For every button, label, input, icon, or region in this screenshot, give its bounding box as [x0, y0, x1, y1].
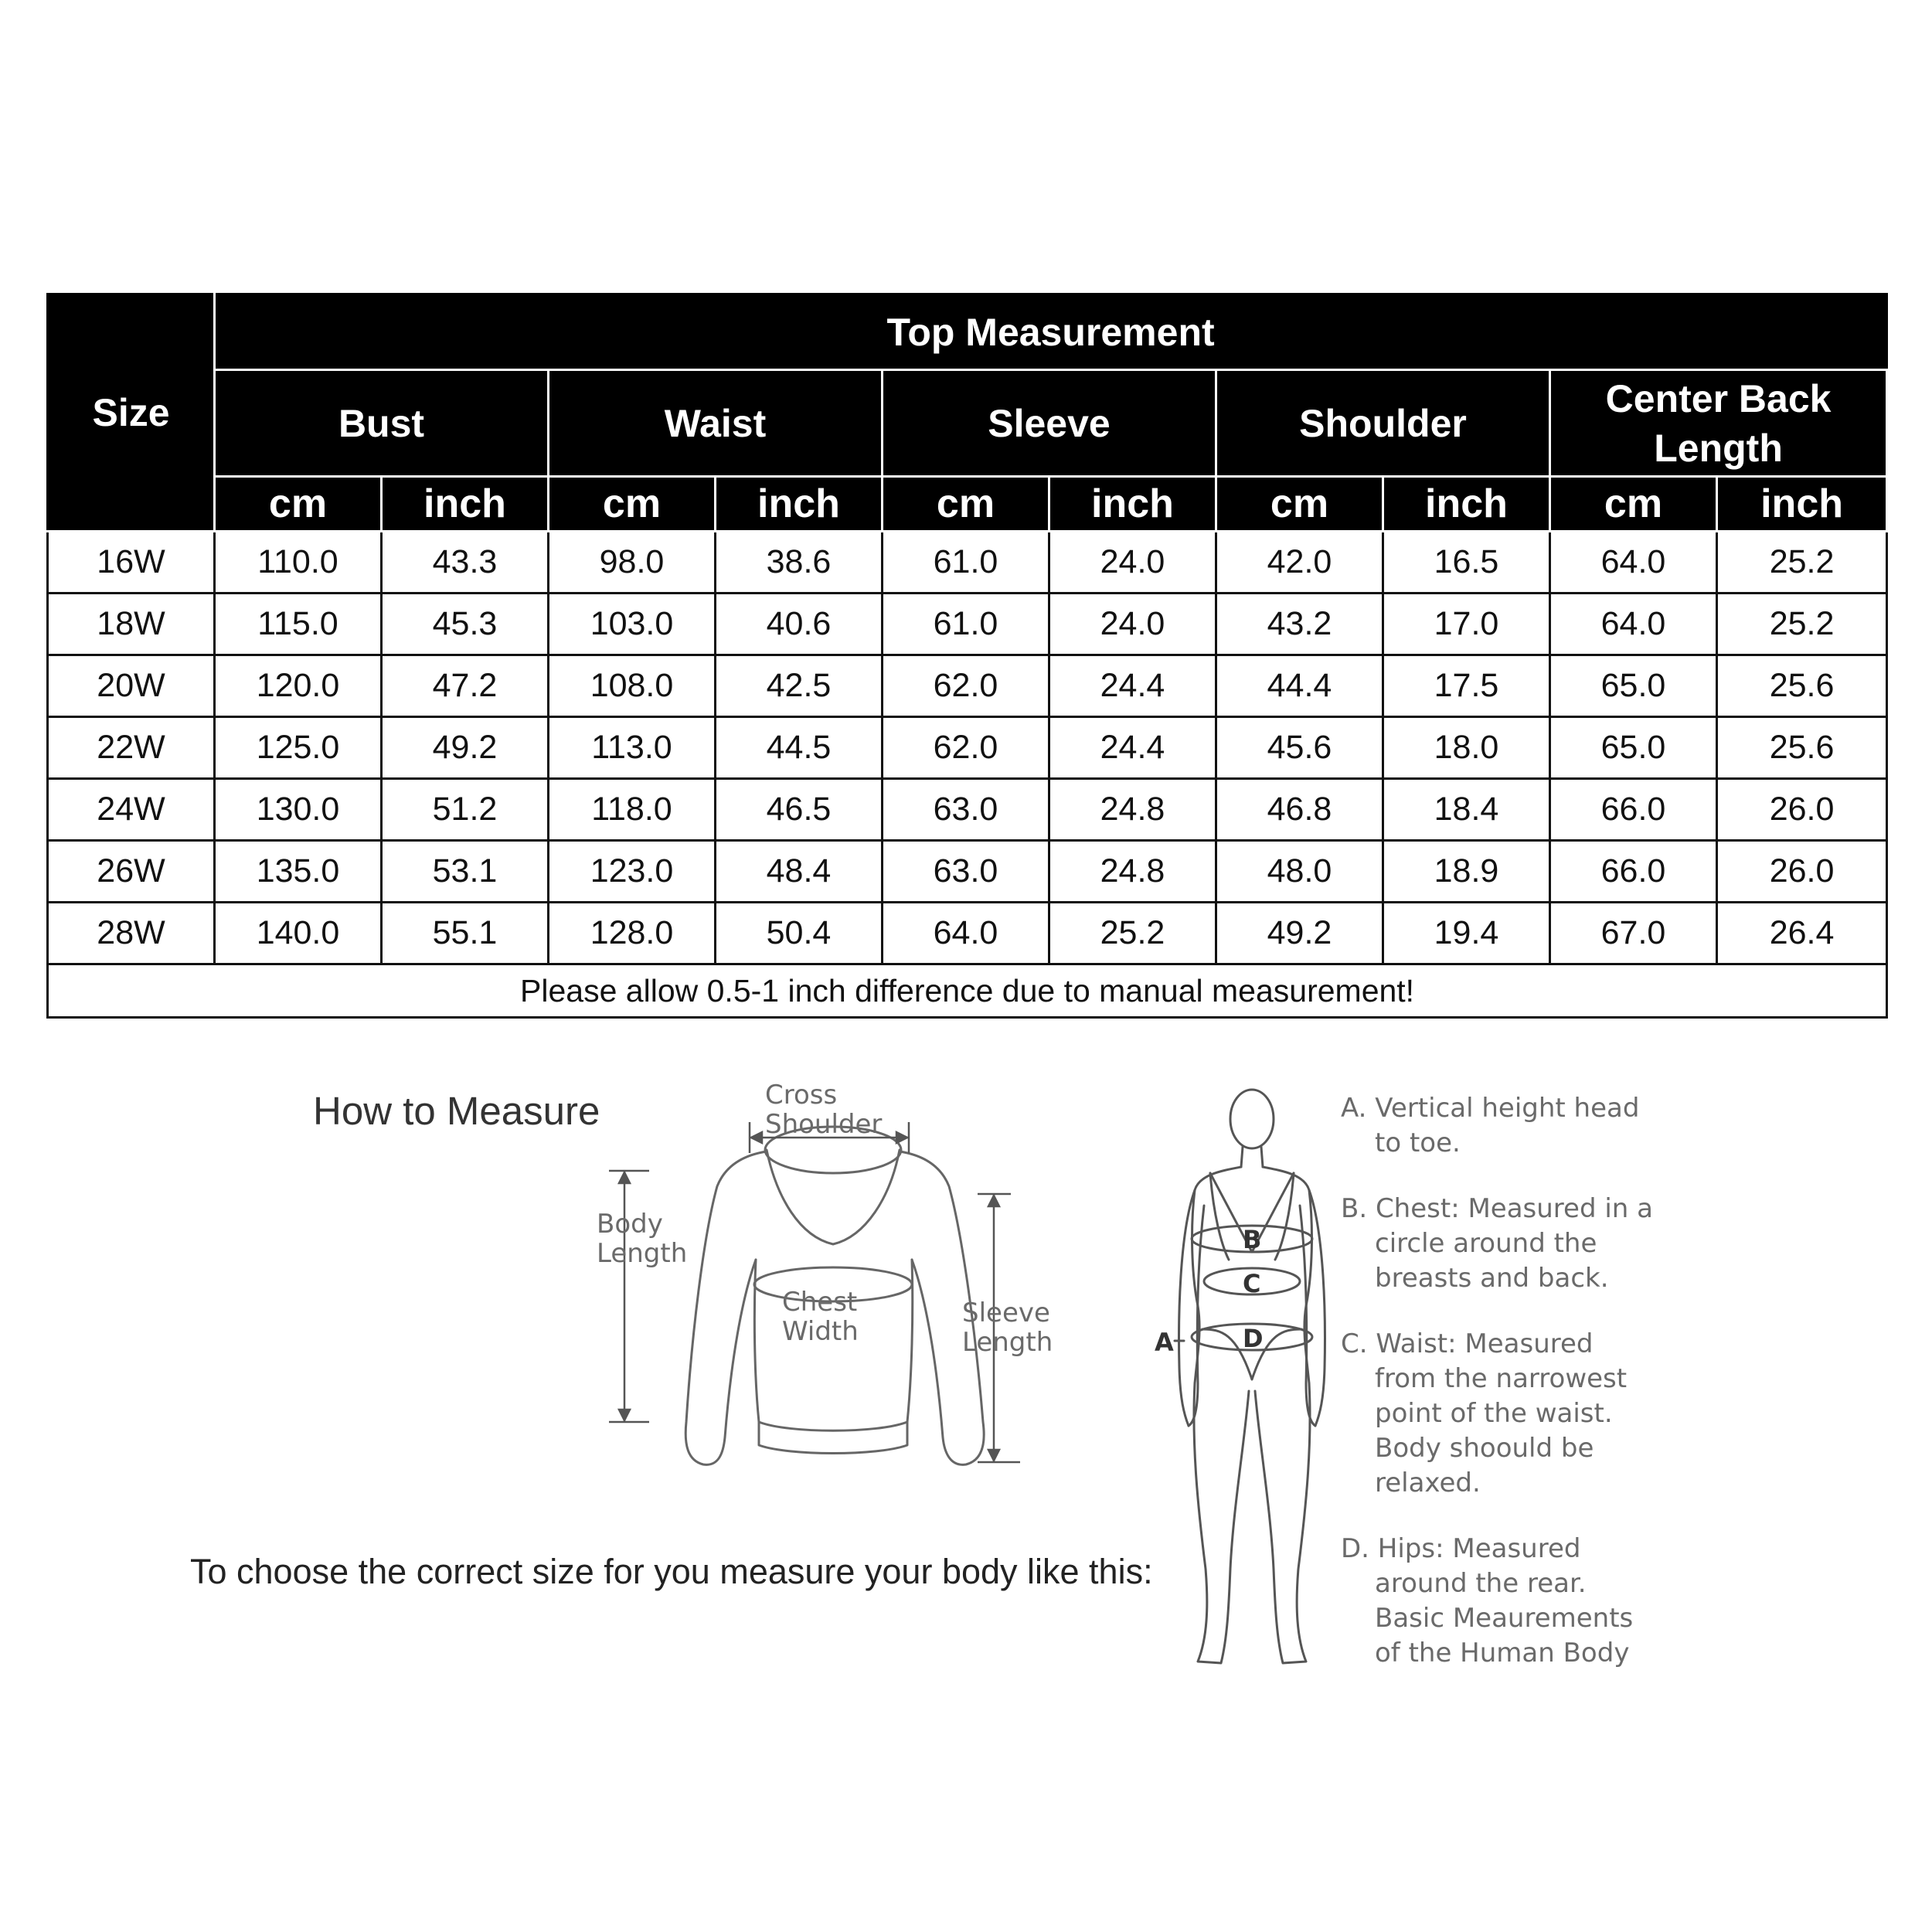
unit-header-cm: cm [549, 477, 716, 532]
value-cell: 49.2 [382, 717, 549, 779]
unit-header-cm: cm [883, 477, 1049, 532]
how-to-measure-title: How to Measure [313, 1089, 600, 1133]
unit-header-cm: cm [1216, 477, 1383, 532]
value-cell: 63.0 [883, 779, 1049, 841]
value-cell: 25.6 [1717, 717, 1887, 779]
value-cell: 45.3 [382, 594, 549, 655]
value-cell: 108.0 [549, 655, 716, 717]
table-row [48, 594, 1887, 655]
value-cell: 55.1 [382, 903, 549, 964]
value-cell: 135.0 [215, 841, 382, 903]
unit-header-cm: cm [215, 477, 382, 532]
table-body [48, 532, 1887, 1018]
note-line: Basic Meaurements [1375, 1603, 1634, 1634]
sleeve-length-line-1: Sleeve [962, 1298, 1050, 1328]
group-header-shoulder: Shoulder [1216, 370, 1550, 477]
value-cell: 24.0 [1049, 532, 1216, 594]
chest-width-label [782, 1287, 859, 1346]
value-cell: 44.5 [716, 717, 883, 779]
size-chart-table [46, 293, 1888, 1019]
note-first-line: C. Waist: Measured [1341, 1328, 1594, 1359]
value-cell: 123.0 [549, 841, 716, 903]
table-title: Top Measurement [215, 294, 1887, 370]
value-cell: 44.4 [1216, 655, 1383, 717]
note-first-line: B. Chest: Measured in a [1341, 1193, 1653, 1224]
unit-header-inch: inch [382, 477, 549, 532]
value-cell: 113.0 [549, 717, 716, 779]
marker-b: B [1243, 1225, 1262, 1254]
value-cell: 110.0 [215, 532, 382, 594]
size-cell: 24W [48, 779, 215, 841]
choose-size-instruction: To choose the correct size for you measure your body like this: [190, 1552, 1153, 1591]
value-cell: 24.8 [1049, 841, 1216, 903]
value-cell: 64.0 [1550, 594, 1717, 655]
value-cell: 63.0 [883, 841, 1049, 903]
note-line: circle around the [1375, 1228, 1597, 1259]
value-cell: 19.4 [1383, 903, 1550, 964]
value-cell: 49.2 [1216, 903, 1383, 964]
note-line: relaxed. [1375, 1468, 1481, 1498]
value-cell: 25.2 [1049, 903, 1216, 964]
value-cell: 24.8 [1049, 779, 1216, 841]
size-cell: 18W [48, 594, 215, 655]
value-cell: 18.9 [1383, 841, 1550, 903]
value-cell: 51.2 [382, 779, 549, 841]
chest-width-line-1: Chest [782, 1287, 858, 1318]
table-row [48, 655, 1887, 717]
chest-width-line-2: Width [782, 1316, 859, 1347]
value-cell: 67.0 [1550, 903, 1717, 964]
value-cell: 24.4 [1049, 717, 1216, 779]
value-cell: 48.4 [716, 841, 883, 903]
size-cell: 16W [48, 532, 215, 594]
table-row [48, 717, 1887, 779]
value-cell: 42.5 [716, 655, 883, 717]
value-cell: 62.0 [883, 655, 1049, 717]
value-cell: 115.0 [215, 594, 382, 655]
value-cell: 65.0 [1550, 655, 1717, 717]
table-row [48, 532, 1887, 594]
value-cell: 53.1 [382, 841, 549, 903]
value-cell: 25.6 [1717, 655, 1887, 717]
value-cell: 16.5 [1383, 532, 1550, 594]
cross-shoulder-line-1: Cross [765, 1080, 838, 1111]
group-header-center-back-length: Center Back Length [1550, 370, 1887, 477]
note-line: of the Human Body [1375, 1638, 1630, 1668]
value-cell: 26.0 [1717, 779, 1887, 841]
value-cell: 125.0 [215, 717, 382, 779]
body-figure-diagram [1144, 1074, 1360, 1692]
unit-header-inch: inch [716, 477, 883, 532]
value-cell: 18.4 [1383, 779, 1550, 841]
value-cell: 46.5 [716, 779, 883, 841]
value-cell: 46.8 [1216, 779, 1383, 841]
size-cell: 26W [48, 841, 215, 903]
value-cell: 50.4 [716, 903, 883, 964]
body-length-label [597, 1209, 687, 1268]
table-row [48, 779, 1887, 841]
value-cell: 61.0 [883, 532, 1049, 594]
note-line: around the rear. [1375, 1568, 1587, 1599]
value-cell: 64.0 [883, 903, 1049, 964]
value-cell: 66.0 [1550, 779, 1717, 841]
value-cell: 130.0 [215, 779, 382, 841]
value-cell: 45.6 [1216, 717, 1383, 779]
value-cell: 43.2 [1216, 594, 1383, 655]
note-row [48, 964, 1887, 1018]
value-cell: 25.2 [1717, 594, 1887, 655]
value-cell: 66.0 [1550, 841, 1717, 903]
marker-d: D [1243, 1324, 1264, 1353]
value-cell: 43.3 [382, 532, 549, 594]
measurement-note-item [1341, 1532, 1665, 1671]
note-line: Body shoould be [1375, 1433, 1594, 1464]
body-length-line-1: Body [597, 1209, 663, 1240]
size-cell: 20W [48, 655, 215, 717]
measurement-note-item [1341, 1192, 1665, 1296]
sleeve-length-label [962, 1298, 1053, 1357]
group-header-bust: Bust [215, 370, 549, 477]
body-markers [1155, 1225, 1264, 1357]
body-outline [1175, 1090, 1325, 1663]
measurement-note-item [1341, 1091, 1665, 1161]
body-length-line-2: Length [597, 1238, 688, 1269]
value-cell: 98.0 [549, 532, 716, 594]
value-cell: 38.6 [716, 532, 883, 594]
unit-header-inch: inch [1717, 477, 1887, 532]
unit-header-inch: inch [1049, 477, 1216, 532]
value-cell: 120.0 [215, 655, 382, 717]
value-cell: 17.5 [1383, 655, 1550, 717]
value-cell: 47.2 [382, 655, 549, 717]
note-first-line: A. Vertical height head [1341, 1093, 1640, 1124]
value-cell: 24.4 [1049, 655, 1216, 717]
cross-shoulder-label [765, 1080, 882, 1139]
value-cell: 26.0 [1717, 841, 1887, 903]
value-cell: 26.4 [1717, 903, 1887, 964]
value-cell: 61.0 [883, 594, 1049, 655]
sleeve-length-line-2: Length [962, 1327, 1053, 1358]
note-line: from the narrowest [1375, 1363, 1628, 1394]
value-cell: 118.0 [549, 779, 716, 841]
value-cell: 103.0 [549, 594, 716, 655]
value-cell: 40.6 [716, 594, 883, 655]
value-cell: 128.0 [549, 903, 716, 964]
value-cell: 48.0 [1216, 841, 1383, 903]
value-cell: 62.0 [883, 717, 1049, 779]
note-line: point of the waist. [1375, 1398, 1613, 1429]
marker-a: A [1155, 1328, 1174, 1357]
measurement-notes [1341, 1091, 1665, 1702]
group-header-waist: Waist [549, 370, 883, 477]
note-line: breasts and back. [1375, 1263, 1609, 1294]
size-cell: 28W [48, 903, 215, 964]
value-cell: 25.2 [1717, 532, 1887, 594]
value-cell: 65.0 [1550, 717, 1717, 779]
measurement-note: Please allow 0.5-1 inch difference due to manual measurement! [48, 964, 1887, 1018]
value-cell: 17.0 [1383, 594, 1550, 655]
measurement-note-item [1341, 1327, 1665, 1501]
table-row [48, 903, 1887, 964]
note-line: to toe. [1375, 1128, 1461, 1158]
value-cell: 140.0 [215, 903, 382, 964]
marker-c: C [1243, 1269, 1261, 1298]
cross-shoulder-line-2: Shoulder [765, 1109, 883, 1140]
note-first-line: D. Hips: Measured [1341, 1533, 1581, 1564]
unit-header-inch: inch [1383, 477, 1550, 532]
value-cell: 64.0 [1550, 532, 1717, 594]
table-row [48, 841, 1887, 903]
value-cell: 18.0 [1383, 717, 1550, 779]
value-cell: 42.0 [1216, 532, 1383, 594]
group-header-sleeve: Sleeve [883, 370, 1216, 477]
size-column-header: Size [48, 294, 215, 532]
unit-header-cm: cm [1550, 477, 1717, 532]
size-cell: 22W [48, 717, 215, 779]
value-cell: 24.0 [1049, 594, 1216, 655]
